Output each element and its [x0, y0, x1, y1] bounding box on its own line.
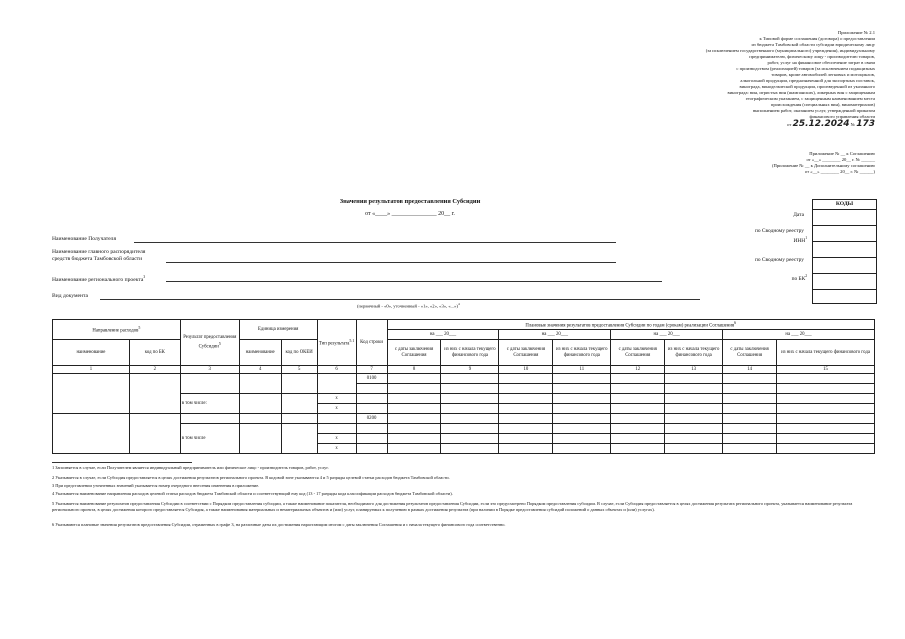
agreement-annex-line: от «__» ________ 20__ г. № ______	[806, 157, 875, 162]
cell-value[interactable]	[499, 404, 553, 414]
cell-value[interactable]	[553, 414, 611, 424]
header-result	[180, 320, 239, 366]
cell-type-x: x	[317, 444, 356, 454]
cell-code[interactable]	[356, 394, 387, 404]
footnote-4: 4 Указывается наименование направления расходов целевой статьи расходов бюджета Тамбовской области и соответствующий ему код (13 - 17 разряды кода классификации расходов бюджета Тамбовской области).	[52, 491, 453, 496]
field-doc-type-line[interactable]	[100, 299, 700, 300]
cell-unit-name[interactable]	[239, 374, 281, 394]
cell-value[interactable]	[499, 434, 553, 444]
cell-value[interactable]	[611, 434, 665, 444]
label-date: Дата	[793, 212, 804, 218]
cell-value[interactable]	[553, 394, 611, 404]
cell-result[interactable]	[180, 374, 239, 394]
document-date-line: от «____» _______________ 20__ г.	[365, 211, 455, 217]
header-of-which-2: из них с начала текущего финансового года	[553, 340, 611, 366]
field-regional-project-text: Наименование регионального проекта	[52, 276, 144, 283]
label-bk-sup: 2	[805, 274, 807, 278]
cell-value[interactable]	[665, 414, 723, 424]
agreement-annex-line: (Приложение № __ к Дополнительному соглашению	[771, 163, 875, 168]
header-type	[317, 320, 356, 366]
cell-value[interactable]	[723, 384, 777, 394]
cell-value[interactable]	[441, 414, 499, 424]
cell-value[interactable]	[441, 384, 499, 394]
header-since-agreement-1: с даты заключения Соглашения	[387, 340, 441, 366]
cell-value[interactable]	[387, 374, 441, 384]
header-unit-name: наименование	[239, 340, 281, 366]
handwritten-date: 25.12.2024	[792, 119, 850, 129]
header-result-sup: 5	[218, 340, 221, 346]
cell-value[interactable]	[553, 384, 611, 394]
cell-value[interactable]	[387, 394, 441, 404]
column-number-row	[53, 366, 875, 374]
cell-unit-name[interactable]	[239, 414, 281, 424]
footnote-divider	[52, 462, 192, 463]
footnote-5: 5 Указывается наименование результатов предоставления Субсидии в соответствии с Порядком предоставления субсидии, а также наименование показателя, необходимого для достижения результатов предоставления Субсидии, если это предусмотрено Порядком предоставления субсидии. В случае, если Субсидия предоставляется в целях достижения результата регионального проекта, указывается наименование результата регионального проекта, в целях достижения которого предоставляется Субсидия, а также наименования материальных и нематериальных объектов и (или) услуг, планируемых к получению в рамках достижения результата (при наличии в Порядке предоставления субсидий положений о данных объектах и (или) услугах).	[52, 501, 853, 512]
cell-value[interactable]	[441, 434, 499, 444]
cell-value[interactable]	[499, 424, 553, 434]
label-inn-text: ИНН	[793, 237, 806, 244]
header-since-agreement-4: с даты заключения Соглашения	[723, 340, 777, 366]
cell-value[interactable]	[777, 434, 875, 444]
annex-line: географическим указанием, с защищенным наименованием места	[745, 96, 875, 101]
cell-value[interactable]	[723, 434, 777, 444]
annex-line: винограда: вин, игристых вин (шампанских), ликерных вин с защищенным	[727, 90, 875, 95]
cell-value[interactable]	[553, 434, 611, 444]
cell-value[interactable]	[611, 404, 665, 414]
agreement-annex-line: от «__» ________ 20__ г. № ______)	[804, 169, 875, 174]
cell-value[interactable]	[723, 374, 777, 384]
header-year-1: на ___ 20___	[387, 330, 499, 340]
header-direction-text: Направление расходов	[92, 328, 139, 334]
annex-line: работ, услуг на финансовое обеспечение затрат в связи	[767, 60, 875, 65]
agreement-annex-line: Приложение № __ к Соглашению	[809, 151, 875, 156]
cell-value[interactable]	[611, 424, 665, 434]
header-direction-name: наименование	[53, 340, 130, 366]
field-recipient-label: Наименование Получателя	[52, 236, 117, 242]
cell-type-x: x	[317, 434, 356, 444]
cell-value[interactable]	[553, 374, 611, 384]
col-number: 5	[281, 366, 317, 374]
annex-number-prefix: №	[850, 122, 856, 127]
cell-value[interactable]	[665, 404, 723, 414]
footnote-1: 1 Заполняется в случае, если Получателем является индивидуальный предприниматель или физическое лицо - производитель товаров, работ, услуг.	[52, 465, 329, 470]
annex-line: из бюджета Тамбовской области субсидии юридическому лицу	[751, 42, 875, 47]
field-regional-project-line[interactable]	[166, 281, 662, 282]
field-chief-admin-label-1: Наименование главного распорядителя	[52, 249, 146, 255]
cell-value[interactable]	[777, 424, 875, 434]
cell-okei[interactable]	[281, 394, 317, 414]
annex-line: алкогольной продукции, предназначенной для экспортных поставок,	[740, 78, 875, 83]
field-regional-project-sup: 3	[143, 275, 146, 279]
header-direction-sup: 5	[138, 325, 141, 330]
header-since-agreement-2: с даты заключения Соглашения	[499, 340, 553, 366]
header-unit: Единица измерения	[239, 320, 317, 340]
cell-value[interactable]	[777, 444, 875, 454]
col-number: 4	[239, 366, 281, 374]
cell-value[interactable]	[723, 424, 777, 434]
header-of-which-3: из них с начала текущего финансового года	[665, 340, 723, 366]
cell-code[interactable]	[356, 434, 387, 444]
cell-code[interactable]	[356, 424, 387, 434]
cell-value[interactable]	[777, 384, 875, 394]
cell-value[interactable]	[387, 424, 441, 434]
field-chief-admin-line[interactable]	[166, 262, 616, 263]
header-result-text: Результат предоставления Субсидии	[183, 335, 237, 350]
cell-value[interactable]	[777, 414, 875, 424]
annex-line: винограда, винодельческой продукции, произведенной из указанного	[739, 84, 875, 89]
header-year-2: на ___ 20___	[499, 330, 611, 340]
header-direction-bk: код по БК	[129, 340, 180, 366]
cell-unit-name[interactable]	[239, 394, 281, 414]
cell-value[interactable]	[723, 444, 777, 454]
annex-line: происхождения (специальных вин), виноматериалов)	[770, 102, 875, 107]
cell-value[interactable]	[777, 394, 875, 404]
cell-code[interactable]	[356, 444, 387, 454]
col-number: 2	[129, 366, 180, 374]
cell-direction-name[interactable]	[53, 374, 130, 414]
field-doc-type-hint-text: (первичный - «0», уточненный - «1», «2», «3», «...»)	[357, 303, 458, 309]
table-row	[53, 374, 875, 384]
annex-line: предпринимателю, физическому лицу - производителю товаров,	[749, 54, 875, 59]
cell-value[interactable]	[665, 444, 723, 454]
cell-value[interactable]	[553, 404, 611, 414]
cell-value[interactable]	[665, 374, 723, 384]
results-table	[52, 319, 875, 454]
annex-date-line	[615, 121, 875, 128]
label-inn	[794, 236, 807, 244]
cell-value[interactable]	[441, 444, 499, 454]
cell-result[interactable]	[180, 414, 239, 424]
col-number: 13	[665, 366, 723, 374]
label-bk-text: по БК	[791, 275, 806, 282]
label-consolidated-registry: по Сводному реестру	[755, 228, 804, 234]
field-recipient-line[interactable]	[134, 242, 616, 243]
annex-line: (за исключением государственного (муниципального) учреждения), индивидуальному	[705, 48, 875, 53]
cell-value[interactable]	[441, 424, 499, 434]
cell-value[interactable]	[665, 384, 723, 394]
cell-value[interactable]	[387, 444, 441, 454]
cell-value[interactable]	[777, 404, 875, 414]
cell-code[interactable]	[356, 384, 387, 394]
cell-value[interactable]	[387, 404, 441, 414]
cell-value[interactable]	[611, 414, 665, 424]
header-direction	[53, 320, 181, 340]
cell-value[interactable]	[387, 434, 441, 444]
cell-including: в том числе	[180, 424, 239, 454]
cell-value[interactable]	[723, 414, 777, 424]
cell-okei[interactable]	[281, 424, 317, 454]
header-of-which-1: из них с начала текущего финансового года	[441, 340, 499, 366]
cell-type[interactable]	[317, 414, 356, 424]
label-bk	[792, 274, 807, 282]
field-doc-type-hint-sup: 4	[457, 302, 460, 306]
codes-header: КОДЫ	[813, 200, 876, 210]
header-planned-sup: 6	[734, 320, 737, 325]
cell-value[interactable]	[665, 424, 723, 434]
footnote-6: 6 Указываются плановые значения результатов предоставления Субсидии, отраженных в графе 3, на различные даты их достижения нарастающим итогом с даты заключения Соглашения и с начала текущего финансового года соответственно.	[52, 522, 506, 527]
header-year-3: на ___ 20___	[611, 330, 723, 340]
cell-type[interactable]	[317, 374, 356, 394]
cell-value[interactable]	[441, 394, 499, 404]
col-number: 1	[53, 366, 130, 374]
cell-value[interactable]	[611, 384, 665, 394]
cell-value[interactable]	[665, 434, 723, 444]
field-doc-type-hint	[357, 301, 460, 310]
cell-value[interactable]	[665, 394, 723, 404]
annex-line: выполнением работ, оказанием услуг, утвержденной приказом	[752, 108, 875, 113]
cell-value[interactable]	[553, 444, 611, 454]
col-number: 6	[317, 366, 356, 374]
cell-value[interactable]	[499, 444, 553, 454]
col-number: 14	[723, 366, 777, 374]
cell-value[interactable]	[387, 414, 441, 424]
header-planned	[387, 320, 874, 330]
cell-value[interactable]	[611, 374, 665, 384]
cell-value[interactable]	[723, 404, 777, 414]
col-number: 11	[553, 366, 611, 374]
cell-value[interactable]	[611, 394, 665, 404]
header-type-text: Тип результата	[318, 341, 350, 347]
cell-type[interactable]	[317, 424, 356, 434]
cell-code: 0200	[356, 414, 387, 424]
header-planned-text: Плановые значения результатов предоставления Субсидии по годам (срокам) реализации Соглашения	[525, 323, 735, 329]
col-number: 10	[499, 366, 553, 374]
header-since-agreement-3: с даты заключения Соглашения	[611, 340, 665, 366]
table-header-row-3	[53, 340, 875, 366]
cell-value[interactable]	[611, 444, 665, 454]
label-consolidated-registry-2: по Сводному реестру	[755, 257, 804, 263]
footnote-3: 3 При представлении уточненных значений указывается номер очередного внесения изменения в приложение.	[52, 483, 260, 488]
code-cell-registry[interactable]	[813, 226, 876, 242]
header-year-4: на ___ 20___	[723, 330, 875, 340]
agreement-annex	[675, 151, 875, 175]
table-row	[53, 414, 875, 424]
cell-direction-name[interactable]	[53, 414, 130, 454]
cell-value[interactable]	[499, 394, 553, 404]
annex-line: товаров, кроме автомобилей легковых и мотоциклов,	[771, 72, 875, 77]
cell-type-x: x	[317, 404, 356, 414]
annex-line: Приложение № 2.1	[837, 30, 875, 35]
label-inn-sup: 1	[805, 236, 807, 240]
col-number: 9	[441, 366, 499, 374]
cell-code: 0100	[356, 374, 387, 384]
field-regional-project-label	[52, 275, 145, 283]
header-unit-okei: код по ОКЕИ	[281, 340, 317, 366]
code-cell-bk[interactable]	[813, 274, 876, 290]
cell-value[interactable]	[723, 394, 777, 404]
codes-box	[812, 199, 877, 304]
header-of-which-4: из них с начала текущего финансового года	[777, 340, 875, 366]
field-doc-type-label: Вид документа	[52, 293, 88, 299]
code-cell-registry-2[interactable]	[813, 258, 876, 274]
col-number: 3	[180, 366, 239, 374]
cell-value[interactable]	[499, 384, 553, 394]
col-number: 15	[777, 366, 875, 374]
cell-value[interactable]	[441, 374, 499, 384]
cell-okei[interactable]	[281, 374, 317, 394]
field-chief-admin-label-2: средств бюджета Тамбовской области	[52, 256, 143, 262]
footnote-2: 2 Указывается в случае, если Субсидия предоставляется в целях достижения результатов регионального проекта. В кодовой зоне указываются 4 и 5 разряды целевой статьи расходов бюджета Тамбовской области.	[52, 475, 450, 480]
header-type-sup: 5.1	[349, 338, 355, 343]
document-title: Значения результатов предоставления Субсидии	[339, 198, 481, 205]
handwritten-number: 173	[856, 119, 875, 129]
col-number: 7	[356, 366, 387, 374]
annex-line: финансового управления области	[809, 114, 875, 119]
cell-direction-bk[interactable]	[129, 414, 180, 454]
header-code: Код строки	[356, 320, 387, 366]
cell-code[interactable]	[356, 404, 387, 414]
annex-header	[615, 30, 875, 128]
code-cell-date[interactable]	[813, 210, 876, 226]
annex-date-prefix: от	[787, 122, 792, 127]
table-header-row-1	[53, 320, 875, 330]
code-cell-inn[interactable]	[813, 242, 876, 258]
cell-type-x: x	[317, 394, 356, 404]
col-number: 12	[611, 366, 665, 374]
cell-direction-bk[interactable]	[129, 374, 180, 414]
cell-value[interactable]	[553, 424, 611, 434]
col-number: 8	[387, 366, 441, 374]
annex-line: с производством (реализацией) товаров (за исключением подакцизных	[736, 66, 875, 71]
cell-including: в том числе:	[180, 394, 239, 414]
cell-okei[interactable]	[281, 414, 317, 424]
cell-value[interactable]	[387, 384, 441, 394]
cell-value[interactable]	[441, 404, 499, 414]
annex-line: к Типовой форме соглашения (договора) о предоставлении	[759, 36, 875, 41]
cell-value[interactable]	[499, 414, 553, 424]
code-cell-doc[interactable]	[813, 290, 876, 303]
cell-value[interactable]	[499, 374, 553, 384]
cell-value[interactable]	[777, 374, 875, 384]
cell-unit-name[interactable]	[239, 424, 281, 454]
